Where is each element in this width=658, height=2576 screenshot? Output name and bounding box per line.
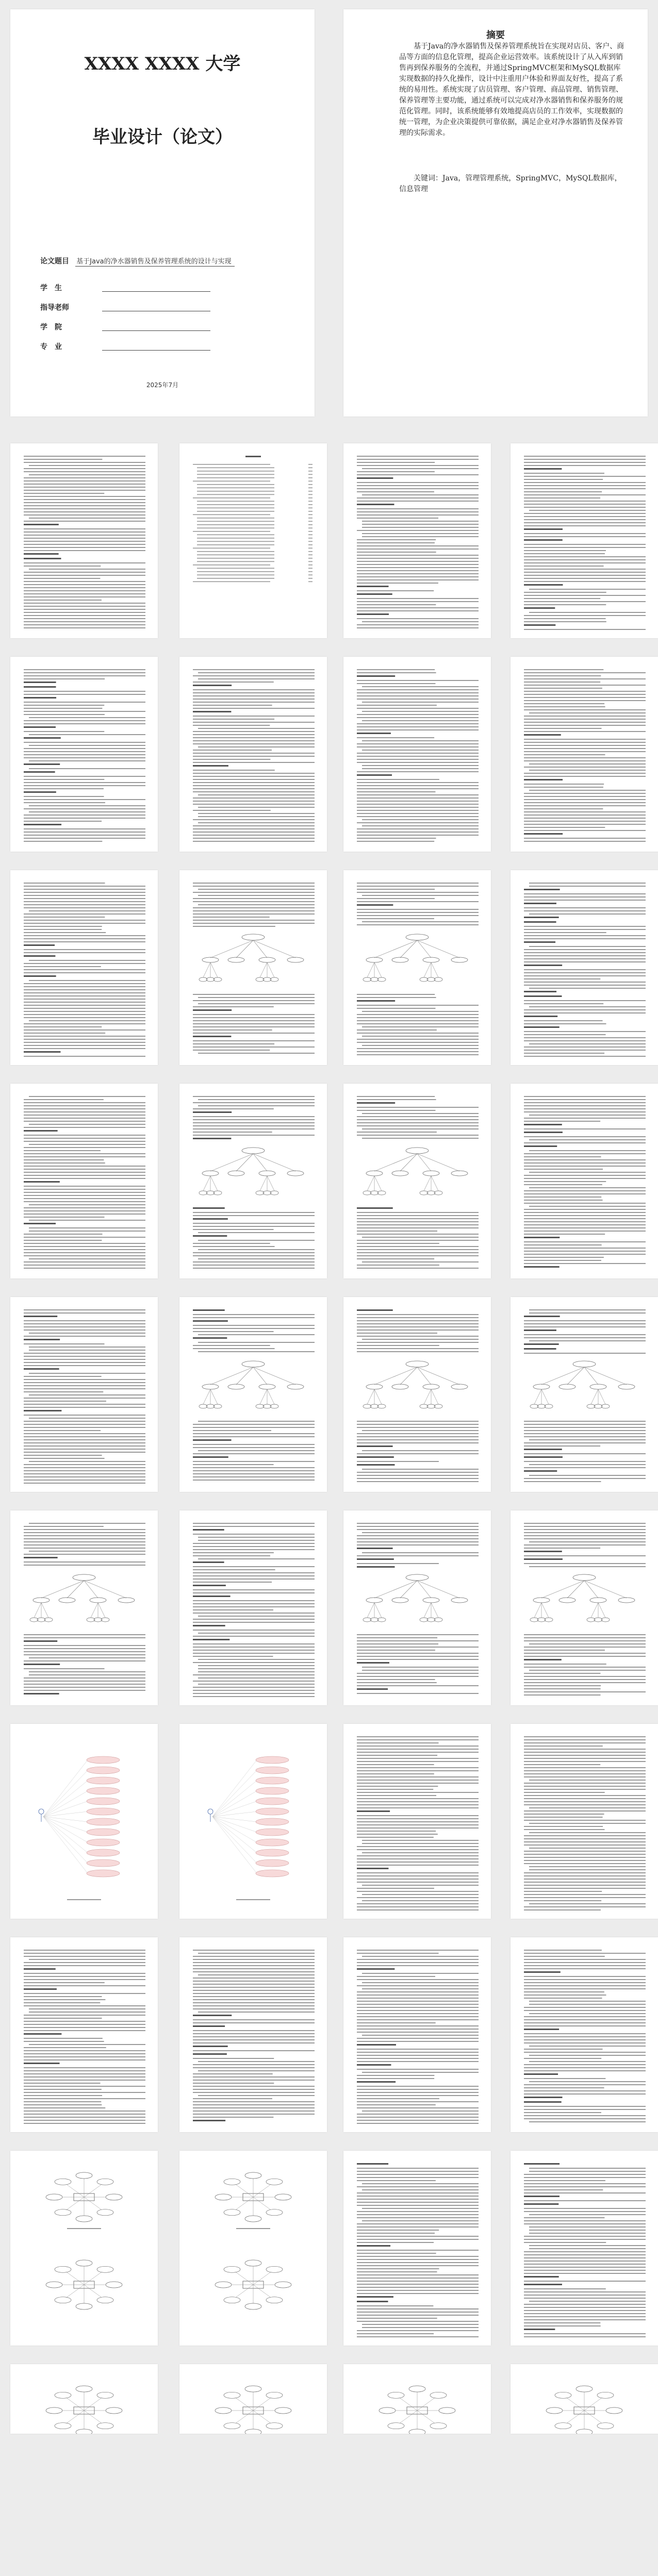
page-thumbnail-content [179, 2151, 327, 2346]
page-thumbnail-content [511, 1724, 658, 1919]
advisor-field [40, 302, 210, 313]
page-thumbnail [179, 2151, 327, 2346]
field-label: 专 业 [40, 343, 62, 351]
page-thumbnail [10, 443, 158, 638]
page-thumbnail [511, 1084, 658, 1278]
page-thumbnail-content [179, 1724, 327, 1919]
page-thumbnail [10, 2151, 158, 2346]
page-thumbnail-content [179, 1937, 327, 2132]
topic-label: 论文题目 [40, 257, 69, 265]
page-thumbnail [511, 1510, 658, 1705]
page-thumbnail [10, 1724, 158, 1919]
page-thumbnail-content [179, 1297, 327, 1492]
abstract-keywords: 关键词：Java，管理管理系统，SpringMVC，MySQL数据库，信息管理 [399, 174, 622, 193]
page-thumbnail-content [343, 870, 491, 1065]
page-thumbnail [343, 870, 491, 1065]
cover-date: 2025年7月 [146, 381, 179, 389]
page-thumbnail-content [343, 1510, 491, 1705]
topic-text: 基于Java的净水器销售及保养管理系统的设计与实现 [75, 256, 234, 267]
page-thumbnail [343, 1937, 491, 2132]
page-thumbnail [10, 1510, 158, 1705]
page-thumbnail-content [511, 1297, 658, 1492]
page-thumbnail-content [343, 1297, 491, 1492]
page-thumbnail-content [10, 1084, 158, 1278]
page-thumbnail-content [10, 2364, 158, 2434]
page-thumbnail [511, 2364, 658, 2434]
page-thumbnail [511, 657, 658, 852]
university-name: XXXX XXXX 大学 [84, 54, 241, 74]
student-field [40, 282, 210, 294]
page-thumbnail-content [511, 1937, 658, 2132]
page-thumbnail-content [511, 2364, 658, 2434]
page-thumbnail [179, 1510, 327, 1705]
field-label: 学 院 [40, 323, 62, 331]
page-thumbnail [343, 1724, 491, 1919]
page-thumbnail-content [10, 1937, 158, 2132]
page-thumbnail [343, 657, 491, 852]
page-thumbnail [343, 443, 491, 638]
page-thumbnail-content [10, 2151, 158, 2346]
page-thumbnail [179, 2364, 327, 2434]
page-thumbnail [511, 1937, 658, 2132]
thesis-topic [40, 256, 294, 267]
cover-page [10, 9, 315, 417]
abstract-title: 摘要 [486, 30, 505, 41]
page-thumbnail [10, 2364, 158, 2434]
document-type: 毕业设计（论文） [92, 127, 233, 147]
page-thumbnail [179, 1084, 327, 1278]
page-thumbnail [343, 2151, 491, 2346]
page-thumbnail [179, 1724, 327, 1919]
abstract-page [343, 9, 648, 417]
page-thumbnail [343, 1297, 491, 1492]
page-thumbnail-content [511, 657, 658, 852]
page-thumbnail-content [10, 1510, 158, 1705]
page-thumbnail-content [343, 2151, 491, 2346]
page-thumbnail [343, 2364, 491, 2434]
page-thumbnail-content [179, 1084, 327, 1278]
page-thumbnail [511, 870, 658, 1065]
page-thumbnail-content [343, 443, 491, 638]
abstract-body: 基于Java的净水器销售及保养管理系统旨在实现对店员、客户、商品等方面的信息化管理，提高企业运营效率。该系统设计了从入库到销售再到保养服务的全流程，并通过SpringMVC框架和MySQL数据库实现数据的持久化操作，设计中注重用户体验和界面友好性，提高了系统的易用性。系统实现了店员管理、客户管理、商品管理、销售管理、保养管理等主要功能，通过系统可以完成对净水器销售和保养服务的规范化管理。同时，该系统能够有效地提高店员的工作效率，实现数据的统一管理，为企业决策提供可靠依据，满足企业对净水器销售及保养管理的实际需求。 [399, 42, 624, 137]
page-thumbnail-content [343, 1084, 491, 1278]
page-thumbnail [10, 1297, 158, 1492]
page-thumbnail [179, 443, 327, 638]
page-thumbnail [10, 1937, 158, 2132]
page-thumbnail-content [343, 2364, 491, 2434]
page-thumbnail-content [10, 1297, 158, 1492]
page-thumbnail-content [179, 870, 327, 1065]
page-thumbnail [343, 1510, 491, 1705]
page-thumbnail-content [343, 1937, 491, 2132]
page-thumbnail-content [511, 870, 658, 1065]
page-thumbnail [10, 657, 158, 852]
page-thumbnail [179, 1937, 327, 2132]
page-thumbnail-content [343, 657, 491, 852]
page-thumbnail [511, 2151, 658, 2346]
page-thumbnail-content [10, 657, 158, 852]
page-thumbnail [179, 870, 327, 1065]
page-thumbnail-content [179, 657, 327, 852]
field-label: 指导老师 [40, 304, 69, 312]
page-thumbnail [10, 870, 158, 1065]
college-field [40, 322, 210, 333]
page-thumbnail [511, 443, 658, 638]
field-label: 学 生 [40, 284, 62, 292]
page-thumbnail [343, 1084, 491, 1278]
page-thumbnail-content [511, 1084, 658, 1278]
page-thumbnail-content [10, 1724, 158, 1919]
page-thumbnail [511, 1724, 658, 1919]
page-thumbnail-content [511, 1510, 658, 1705]
page-thumbnail-content [179, 1510, 327, 1705]
page-thumbnail-content [179, 443, 327, 638]
page-thumbnail [179, 1297, 327, 1492]
page-thumbnail-content [511, 2151, 658, 2346]
page-thumbnail [10, 1084, 158, 1278]
page-thumbnail [511, 1297, 658, 1492]
page-thumbnail-content [511, 443, 658, 638]
page-thumbnail-content [179, 2364, 327, 2434]
page-thumbnail-content [343, 1724, 491, 1919]
page-thumbnail-content [10, 870, 158, 1065]
page-thumbnail-content [10, 443, 158, 638]
page-thumbnail [179, 657, 327, 852]
major-field [40, 341, 210, 353]
